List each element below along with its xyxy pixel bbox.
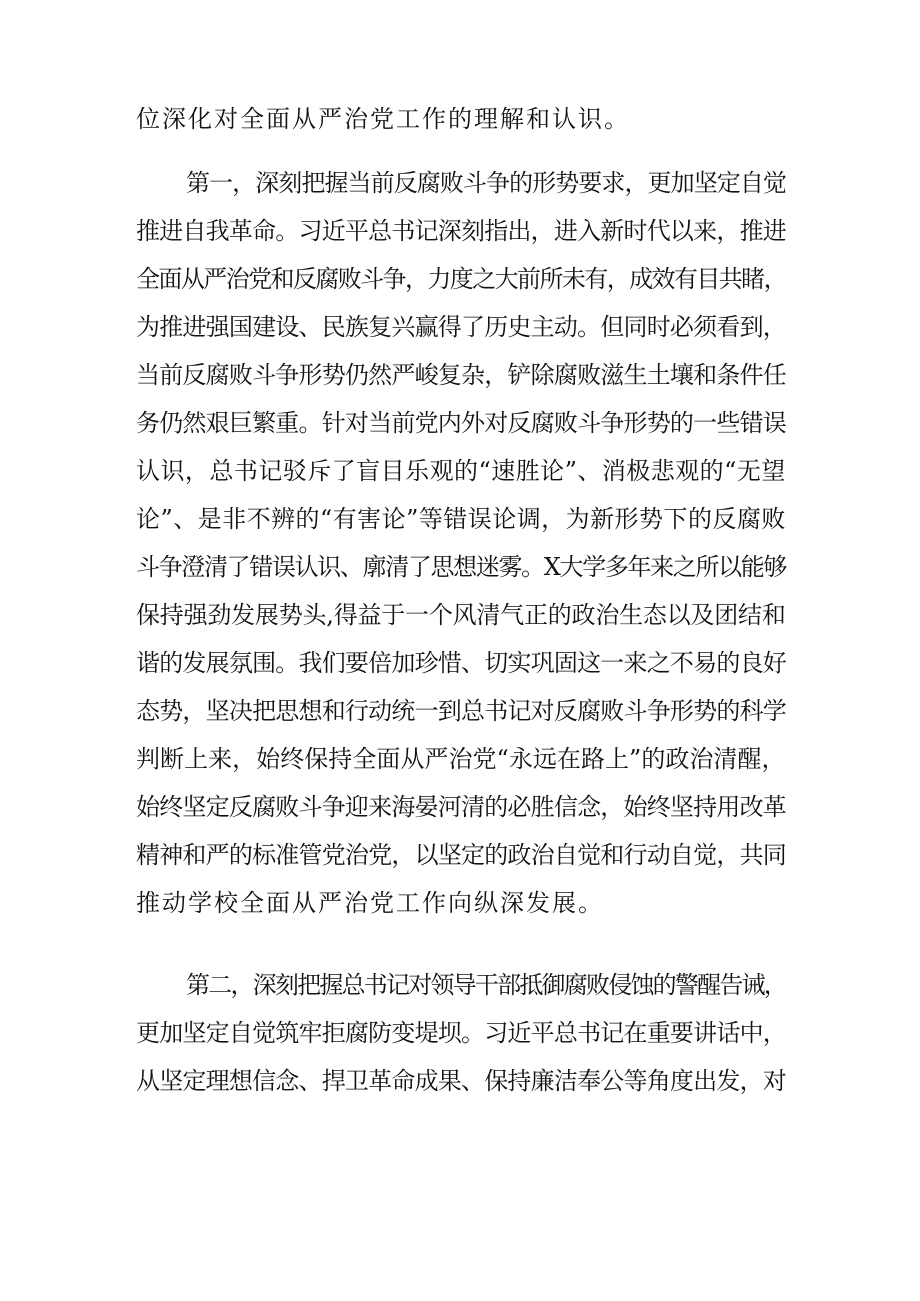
text-line: 从坚定理想信念、捍卫革命成果、保持廉洁奉公等角度出发，对: [136, 1067, 786, 1095]
text-line: 为推进强国建设、民族复兴赢得了历史主动。但同时必须看到，: [136, 313, 786, 341]
text-line: 斗争澄清了错误认识、廓清了思想迷雾。X大学多年来之所以能够: [136, 553, 787, 581]
text-line: 认识，总书记驳斥了盲目乐观的“速胜论”、消极悲观的“无望: [136, 457, 786, 485]
text-line: 推动学校全面从严治党工作向纵深发展。: [136, 889, 604, 917]
text-line: 精神和严的标准管党治党，以坚定的政治自觉和行动自觉，共同: [136, 841, 786, 869]
text-line: 始终坚定反腐败斗争迎来海晏河清的必胜信念，始终坚持用改革: [136, 793, 786, 821]
paragraph-2-first-line: 第二，深刻把握总书记对领导干部抵御腐败侵蚀的警醒告诫，: [186, 971, 786, 999]
text-line: 论”、是非不辨的“有害论”等错误论调，为新形势下的反腐败: [136, 505, 786, 533]
text-line: 态势，坚决把思想和行动统一到总书记对反腐败斗争形势的科学: [136, 697, 786, 725]
text-line: 全面从严治党和反腐败斗争，力度之大前所未有，成效有目共睹，: [136, 265, 786, 293]
text-line: 当前反腐败斗争形势仍然严峻复杂，铲除腐败滋生土壤和条件任: [136, 361, 786, 389]
text-line: 更加坚定自觉筑牢拒腐防变堤坝。习近平总书记在重要讲话中，: [136, 1019, 786, 1047]
text-line: 务仍然艰巨繁重。针对当前党内外对反腐败斗争形势的一些错误: [136, 409, 786, 437]
text-line: 位深化对全面从严治党工作的理解和认识。: [136, 105, 630, 133]
text-line: 推进自我革命。习近平总书记深刻指出，进入新时代以来，推进: [136, 217, 786, 245]
text-line: 保持强劲发展势头,得益于一个风清气正的政治生态以及团结和: [136, 601, 786, 629]
text-line: 谐的发展氛围。我们要倍加珍惜、切实巩固这一来之不易的良好: [136, 649, 786, 677]
paragraph-1-first-line: 第一，深刻把握当前反腐败斗争的形势要求，更加坚定自觉: [186, 169, 786, 197]
text-line: 判断上来，始终保持全面从严治党“永远在路上”的政治清醒，: [136, 745, 786, 773]
